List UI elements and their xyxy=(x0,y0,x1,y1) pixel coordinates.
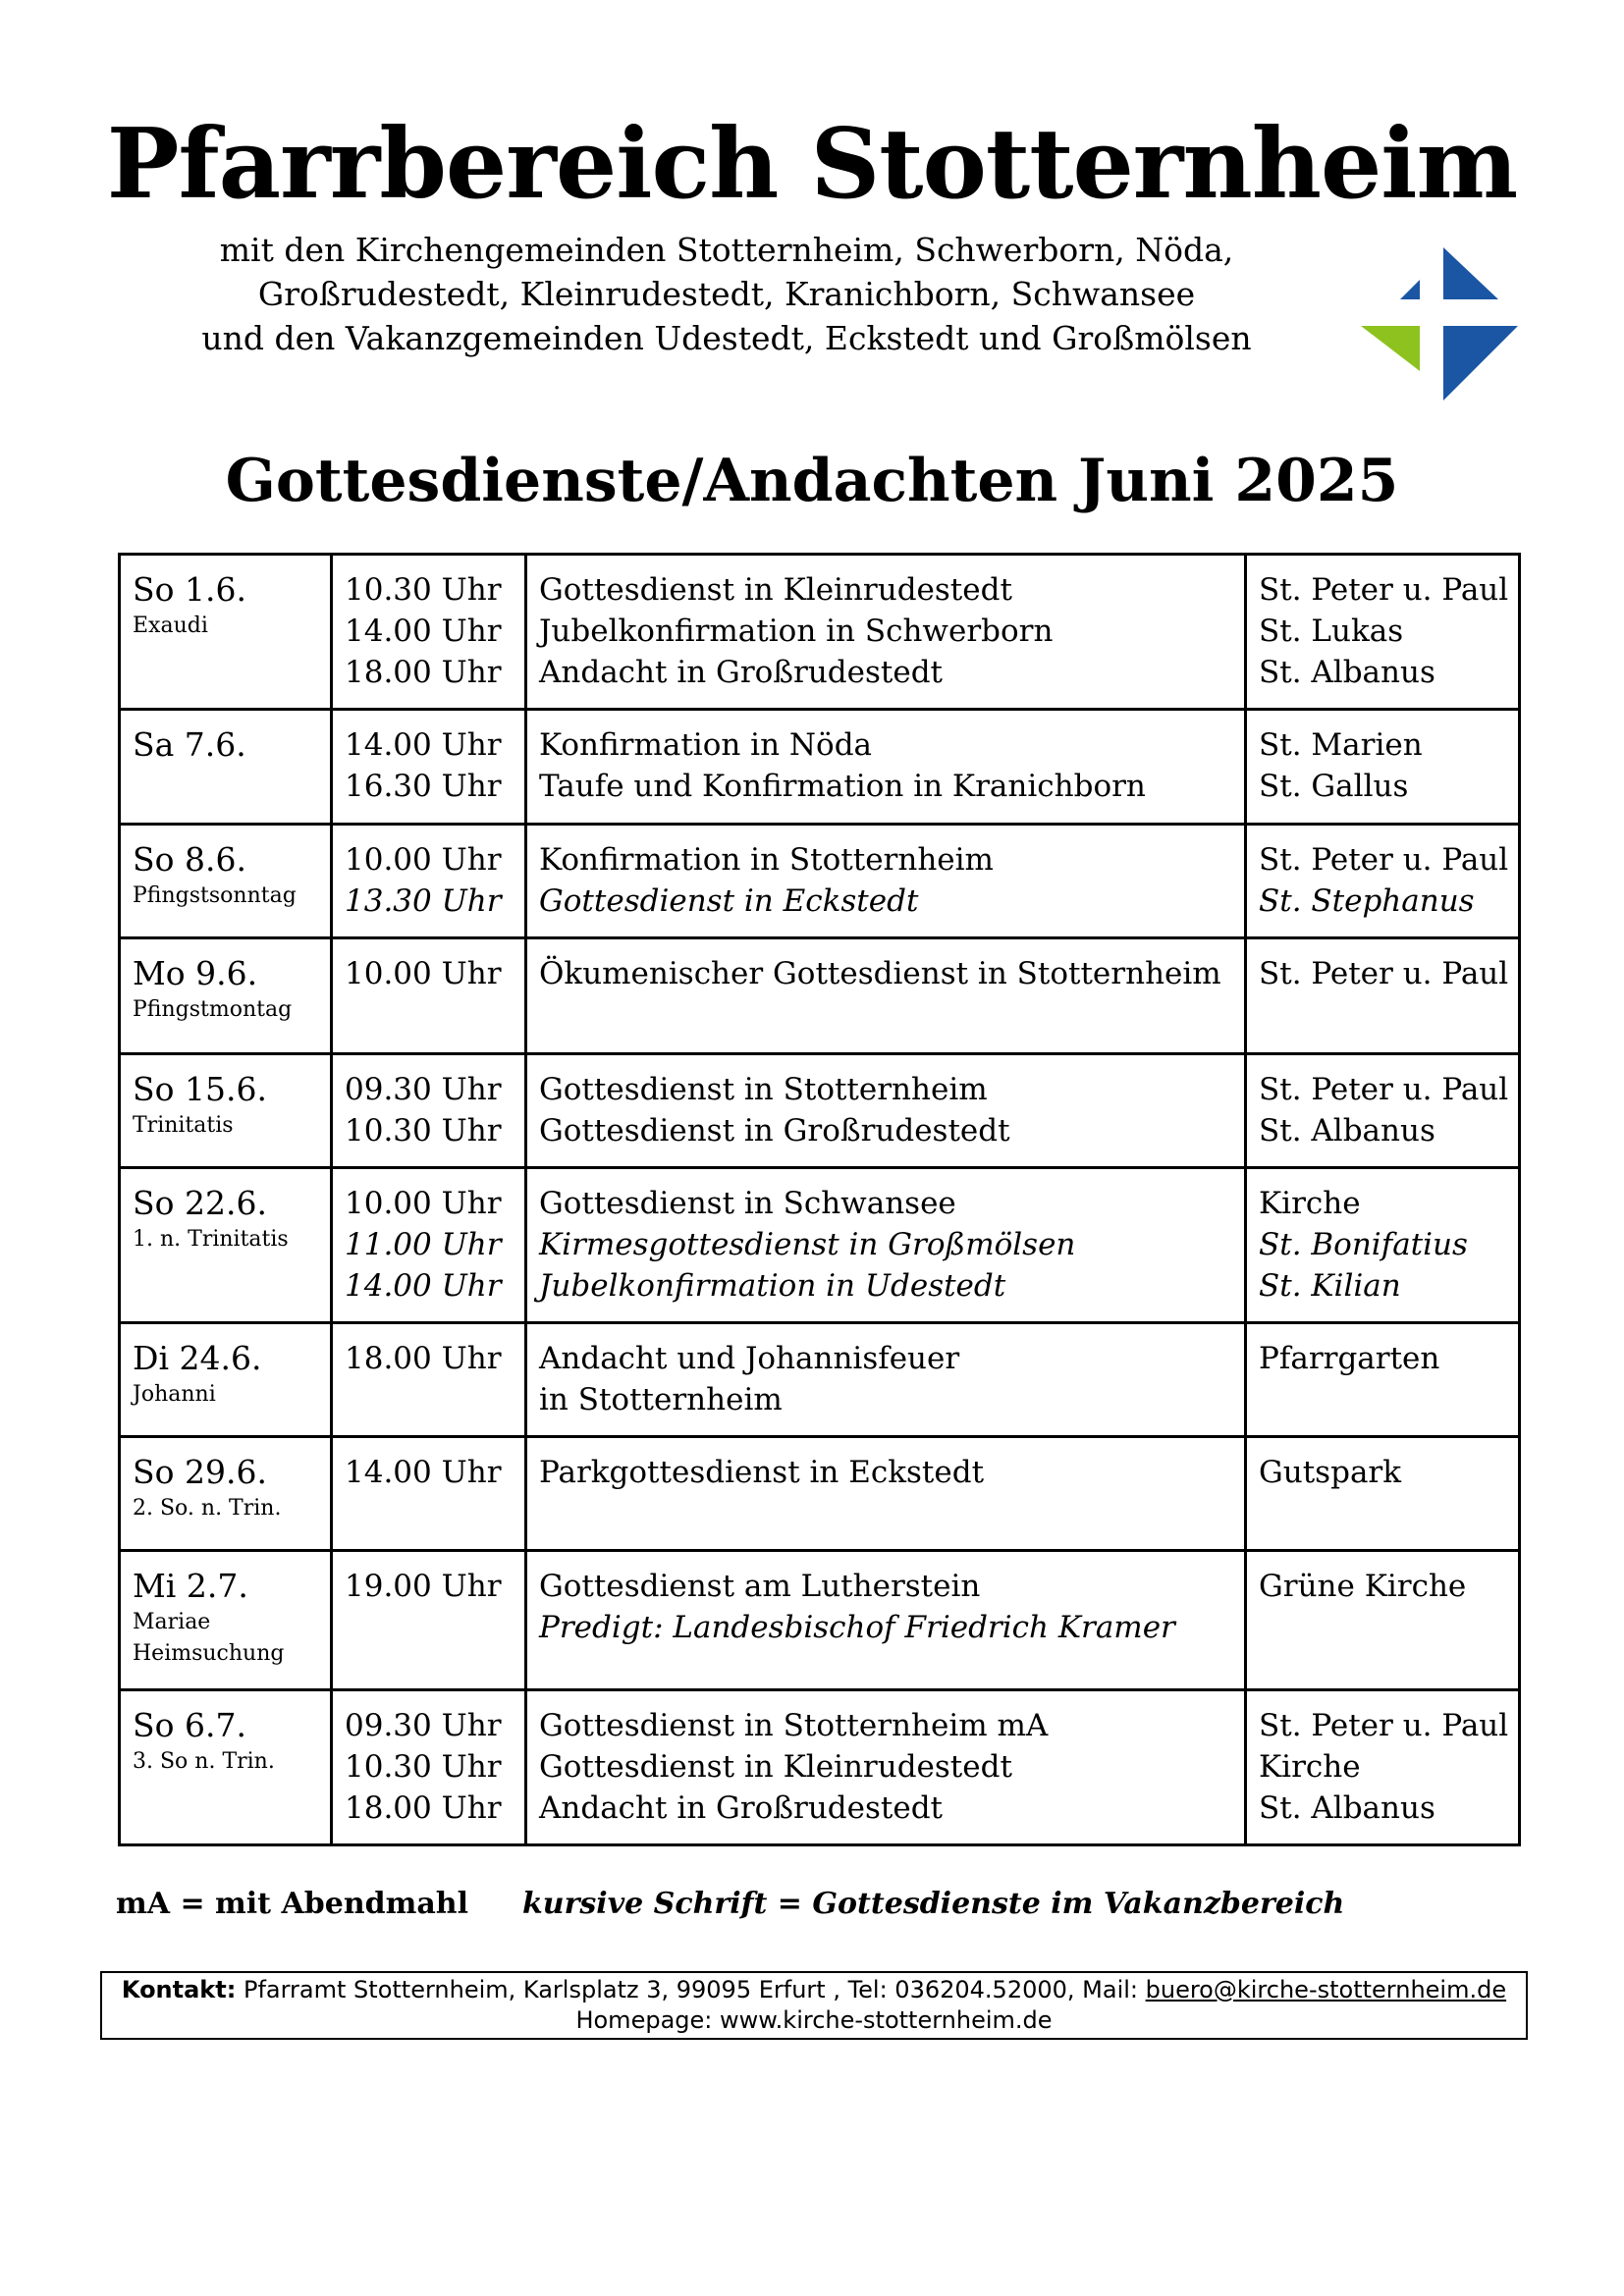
event-label: Gottesdienst am Lutherstein xyxy=(539,1569,981,1604)
occasion-label: Mariae Heimsuchung xyxy=(133,1610,285,1666)
time-cell xyxy=(332,710,526,825)
day-label: So 22.6. xyxy=(133,1184,267,1222)
time-label: 10.30 Uhr xyxy=(345,1749,502,1785)
place-cell xyxy=(1246,938,1520,1054)
event-label: Taufe und Konfirmation in Kranichborn xyxy=(539,769,1146,804)
event-label: Jubelkonfirmation in Udestedt xyxy=(539,1268,1006,1304)
place-label: St. Bonifatius xyxy=(1259,1227,1468,1262)
page-title: Pfarrbereich Stotternheim xyxy=(106,108,1518,221)
event-cell xyxy=(526,1168,1246,1323)
time-label xyxy=(345,1607,513,1648)
event-label: Gottesdienst in Kleinrudestedt xyxy=(539,572,1012,608)
place-label: St. Kilian xyxy=(1259,1268,1401,1304)
contact-homepage: Homepage: www.kirche-stotternheim.de xyxy=(575,2006,1053,2034)
place-label: St. Stephanus xyxy=(1259,883,1475,919)
place-cell xyxy=(1246,1690,1520,1845)
place-label xyxy=(1259,1379,1506,1420)
subtitle xyxy=(177,228,1276,360)
place-label: Kirche xyxy=(1259,1749,1361,1785)
logo-blue-top-right xyxy=(1443,247,1498,299)
place-label: St. Albanus xyxy=(1259,1113,1435,1148)
time-cell xyxy=(332,938,526,1054)
time-label: 10.00 Uhr xyxy=(345,842,502,878)
day-label: Di 24.6. xyxy=(133,1339,262,1377)
church-cross-logo-icon xyxy=(1361,245,1528,402)
schedule-row xyxy=(120,1551,1520,1690)
legend xyxy=(116,1883,1510,1926)
place-label: St. Gallus xyxy=(1259,769,1409,804)
time-label: 09.30 Uhr xyxy=(345,1708,502,1743)
place-cell xyxy=(1246,1437,1520,1551)
occasion-label: Pfingstmontag xyxy=(133,997,293,1022)
place-label: St. Marien xyxy=(1259,727,1423,763)
contact-box xyxy=(100,1971,1528,2040)
time-cell xyxy=(332,1168,526,1323)
schedule-row xyxy=(120,1054,1520,1168)
contact-mail-link[interactable]: buero@kirche-stotternheim.de xyxy=(1145,1976,1507,2003)
time-label: 09.30 Uhr xyxy=(345,1072,502,1107)
event-label: Parkgottesdienst in Eckstedt xyxy=(539,1455,985,1490)
day-cell xyxy=(120,1437,332,1551)
place-label: St. Peter u. Paul xyxy=(1259,572,1509,608)
place-label: St. Peter u. Paul xyxy=(1259,1072,1509,1107)
schedule-row xyxy=(120,825,1520,938)
day-label: So 29.6. xyxy=(133,1453,267,1491)
time-label: 10.00 Uhr xyxy=(345,1186,502,1221)
contact-text: Pfarramt Stotternheim, Karlsplatz 3, 99095 Erfurt , Tel: 036204.52000, Mail: xyxy=(243,1976,1146,2003)
event-cell xyxy=(526,825,1246,938)
time-label: 10.30 Uhr xyxy=(345,1113,502,1148)
place-label: Gutspark xyxy=(1259,1455,1402,1490)
day-label: So 1.6. xyxy=(133,570,246,609)
place-cell xyxy=(1246,1168,1520,1323)
time-label: 18.00 Uhr xyxy=(345,1790,502,1826)
place-label: St. Peter u. Paul xyxy=(1259,956,1509,991)
day-label: Mo 9.6. xyxy=(133,954,258,992)
occasion-label: Exaudi xyxy=(133,614,208,638)
time-cell xyxy=(332,1323,526,1437)
contact-label: Kontakt: xyxy=(121,1976,237,2003)
time-cell xyxy=(332,1437,526,1551)
time-label: 18.00 Uhr xyxy=(345,1341,502,1376)
event-label: Ökumenischer Gottesdienst in Stotternheim xyxy=(539,956,1221,991)
time-label: 10.00 Uhr xyxy=(345,956,502,991)
place-cell xyxy=(1246,1551,1520,1690)
event-label: Predigt: Landesbischof Friedrich Kramer xyxy=(539,1610,1175,1645)
day-cell xyxy=(120,1690,332,1845)
time-cell xyxy=(332,1551,526,1690)
event-label: Konfirmation in Nöda xyxy=(539,727,873,763)
event-label: Andacht und Johannisfeuer xyxy=(539,1341,960,1376)
legend-abendmahl: mA = mit Abendmahl xyxy=(116,1887,469,1921)
place-label: St. Albanus xyxy=(1259,1790,1435,1826)
place-label: St. Albanus xyxy=(1259,655,1435,690)
place-label: Grüne Kirche xyxy=(1259,1569,1467,1604)
time-label: 11.00 Uhr xyxy=(345,1227,502,1262)
event-cell xyxy=(526,555,1246,710)
schedule-row xyxy=(120,1168,1520,1323)
event-cell xyxy=(526,1054,1246,1168)
event-label: Gottesdienst in Stotternheim xyxy=(539,1072,988,1107)
time-cell xyxy=(332,825,526,938)
logo-blue-bottom-right xyxy=(1443,326,1518,400)
occasion-label: Trinitatis xyxy=(133,1113,234,1138)
place-label: St. Peter u. Paul xyxy=(1259,842,1509,878)
day-cell xyxy=(120,1551,332,1690)
event-label: Gottesdienst in Eckstedt xyxy=(539,883,919,919)
place-label: St. Peter u. Paul xyxy=(1259,1708,1509,1743)
place-label: Kirche xyxy=(1259,1186,1361,1221)
occasion-label: 2. So. n. Trin. xyxy=(133,1496,282,1521)
legend-italic-note: kursive Schrift = Gottesdienste im Vakanzbereich xyxy=(522,1887,1345,1921)
event-label: in Stotternheim xyxy=(539,1382,783,1417)
day-label: So 6.7. xyxy=(133,1706,246,1744)
occasion-label: 3. So n. Trin. xyxy=(133,1749,275,1774)
day-cell xyxy=(120,1168,332,1323)
day-cell xyxy=(120,825,332,938)
time-label: 14.00 Uhr xyxy=(345,727,502,763)
day-label: Mi 2.7. xyxy=(133,1567,248,1605)
schedule-row xyxy=(120,1690,1520,1845)
day-cell xyxy=(120,555,332,710)
subtitle-line: Großrudestedt, Kleinrudestedt, Kranichborn, Schwansee xyxy=(257,275,1196,313)
schedule-heading: Gottesdienste/Andachten Juni 2025 xyxy=(225,447,1399,515)
place-label: Pfarrgarten xyxy=(1259,1341,1440,1376)
event-label: Gottesdienst in Großrudestedt xyxy=(539,1113,1010,1148)
day-cell xyxy=(120,1323,332,1437)
event-label: Gottesdienst in Kleinrudestedt xyxy=(539,1749,1012,1785)
event-cell xyxy=(526,1551,1246,1690)
occasion-label: Pfingstsonntag xyxy=(133,883,297,908)
event-cell xyxy=(526,1323,1246,1437)
event-label: Gottesdienst in Stotternheim mA xyxy=(539,1708,1049,1743)
time-label: 14.00 Uhr xyxy=(345,1268,502,1304)
day-cell xyxy=(120,938,332,1054)
place-label: St. Lukas xyxy=(1259,614,1404,649)
event-label: Gottesdienst in Schwansee xyxy=(539,1186,956,1221)
event-label: Andacht in Großrudestedt xyxy=(539,1790,943,1826)
schedule-row xyxy=(120,1323,1520,1437)
event-label: Jubelkonfirmation in Schwerborn xyxy=(539,614,1054,649)
occasion-label: Johanni xyxy=(133,1382,216,1407)
day-label: So 8.6. xyxy=(133,840,246,879)
occasion-label: 1. n. Trinitatis xyxy=(133,1227,289,1252)
time-cell xyxy=(332,1054,526,1168)
event-label: Konfirmation in Stotternheim xyxy=(539,842,994,878)
schedule-row xyxy=(120,938,1520,1054)
day-label: Sa 7.6. xyxy=(133,725,246,764)
day-cell xyxy=(120,1054,332,1168)
event-cell xyxy=(526,1690,1246,1845)
time-label: 18.00 Uhr xyxy=(345,655,502,690)
subtitle-line: mit den Kirchengemeinden Stotternheim, Schwerborn, Nöda, xyxy=(219,231,1234,269)
time-label: 14.00 Uhr xyxy=(345,614,502,649)
place-label xyxy=(1259,1607,1506,1648)
day-label: So 15.6. xyxy=(133,1070,267,1108)
time-label: 16.30 Uhr xyxy=(345,769,502,804)
place-cell xyxy=(1246,1323,1520,1437)
time-label: 19.00 Uhr xyxy=(345,1569,502,1604)
day-cell xyxy=(120,710,332,825)
time-label xyxy=(345,1379,513,1420)
schedule-row xyxy=(120,555,1520,710)
subtitle-line: und den Vakanzgemeinden Udestedt, Eckstedt und Großmölsen xyxy=(201,319,1252,357)
time-cell xyxy=(332,555,526,710)
place-cell xyxy=(1246,710,1520,825)
event-cell xyxy=(526,710,1246,825)
schedule-row xyxy=(120,1437,1520,1551)
place-cell xyxy=(1246,825,1520,938)
time-label: 13.30 Uhr xyxy=(345,883,502,919)
contact-line xyxy=(102,1975,1526,2005)
place-cell xyxy=(1246,555,1520,710)
time-label: 14.00 Uhr xyxy=(345,1455,502,1490)
logo-green-bottom-left xyxy=(1361,326,1420,371)
place-cell xyxy=(1246,1054,1520,1168)
event-label: Kirmesgottesdienst in Großmölsen xyxy=(539,1227,1076,1262)
event-cell xyxy=(526,1437,1246,1551)
event-label: Andacht in Großrudestedt xyxy=(539,655,943,690)
time-label: 10.30 Uhr xyxy=(345,572,502,608)
schedule-table xyxy=(118,553,1521,1846)
event-cell xyxy=(526,938,1246,1054)
time-cell xyxy=(332,1690,526,1845)
schedule-row xyxy=(120,710,1520,825)
logo-blue-top-left xyxy=(1400,280,1420,299)
